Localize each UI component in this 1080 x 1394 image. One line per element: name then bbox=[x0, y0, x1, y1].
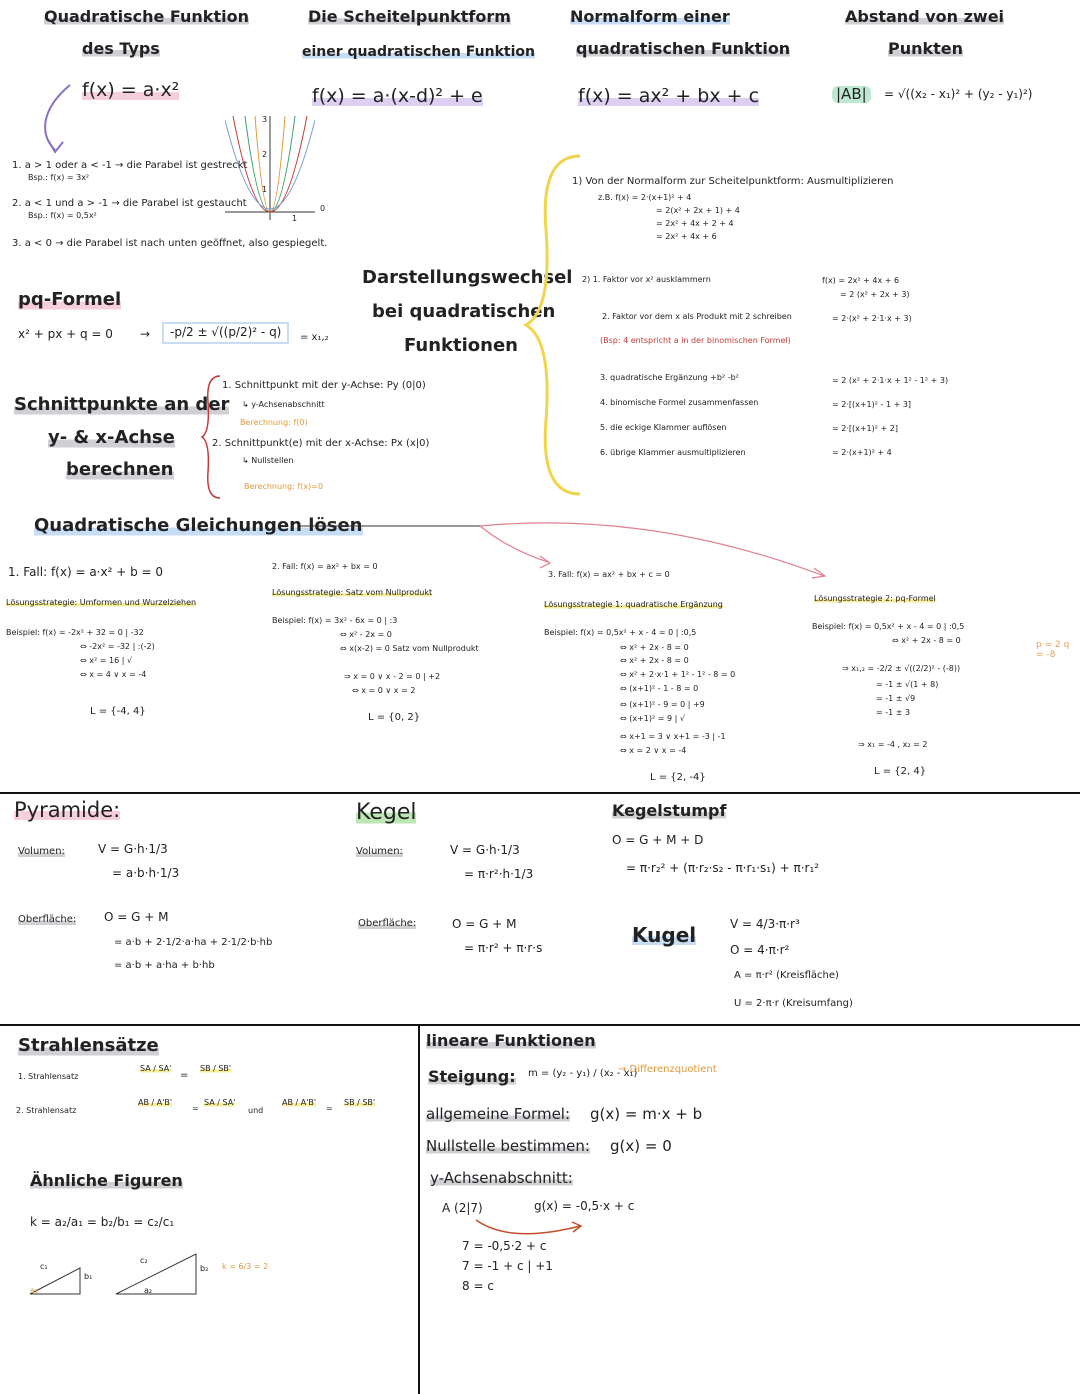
case-4-line-2: ⇔ x² + 2x - 8 = 0 bbox=[892, 636, 961, 645]
case-3-heading: 3. Fall: f(x) = ax² + bx + c = 0 bbox=[548, 570, 670, 579]
theorem-2-equals-1: = bbox=[192, 1104, 199, 1113]
case-1-strategy: Lösungsstrategie: Umformen und Wurzelziehen bbox=[6, 598, 197, 607]
pq-formula: -p/2 ± √((p/2)² - q) bbox=[162, 322, 289, 344]
pyramid-surface-3: = a·b + a·ha + b·hb bbox=[114, 960, 215, 971]
pq-equation: x² + px + q = 0 bbox=[18, 327, 113, 341]
divider-1 bbox=[0, 792, 1080, 794]
case-2-heading: 2. Fall: f(x) = ax² + bx = 0 bbox=[272, 562, 378, 571]
representation-title-2: bei quadratischen bbox=[372, 301, 556, 322]
case-3-line-5: ⇔ (x+1)² - 1 - 8 = 0 bbox=[620, 684, 699, 693]
cone-volume-label: Volumen: bbox=[356, 846, 403, 857]
triangle-2-a: a₂ bbox=[144, 1286, 153, 1295]
divider-2 bbox=[0, 1024, 1080, 1026]
linear-functions-title: lineare Funktionen bbox=[426, 1031, 596, 1050]
conv-a-line-3: = 2x² + 4x + 2 + 4 bbox=[656, 219, 734, 228]
case-4-line-5: = -1 ± √9 bbox=[876, 694, 916, 703]
general-formula-label: allgemeine Formel: bbox=[426, 1105, 571, 1123]
zero-label: Nullstelle bestimmen: bbox=[426, 1137, 590, 1155]
theorem-2-fraction-4: SB / SB' bbox=[344, 1098, 376, 1107]
pyramid-title: Pyramide: bbox=[14, 798, 121, 822]
conv-result-7: = 2·(x+1)² + 4 bbox=[832, 448, 892, 457]
conv-result-6: = 2·[(x+1)² + 2] bbox=[832, 424, 898, 433]
conv-b-head: 2) 1. Faktor vor x² ausklammern bbox=[582, 275, 711, 284]
case-3-example: Beispiel: f(x) = 0,5x² + x - 4 = 0 | :0,5 bbox=[544, 628, 697, 637]
similar-figures-formula: k = a₂/a₁ = b₂/b₁ = c₂/c₁ bbox=[30, 1215, 175, 1229]
conv-b-step-6: 6. übrige Klammer ausmultiplizieren bbox=[600, 448, 746, 457]
cone-surface-1: O = G + M bbox=[452, 917, 517, 931]
quad-basic-formula: f(x) = a·x² bbox=[82, 79, 180, 101]
case-3-line-8: ⇔ x+1 = 3 ∨ x+1 = -3 | -1 bbox=[620, 732, 726, 741]
distance-title: Abstand von zwei bbox=[845, 7, 1005, 26]
intercept-y-text: 1. Schnittpunkt mit der y-Achse: Py (0|0) bbox=[222, 380, 426, 391]
pq-title: pq-Formel bbox=[18, 289, 122, 310]
representation-title-3: Funktionen bbox=[404, 335, 518, 356]
vertex-form-subtitle: einer quadratischen Funktion bbox=[302, 44, 535, 60]
pyramid-volume-2: = a·b·h·1/3 bbox=[112, 866, 180, 880]
theorem-2-fraction-2: SA / SA' bbox=[204, 1098, 236, 1107]
triangle-1-c: c₁ bbox=[40, 1262, 48, 1271]
conv-a-head: 1) Von der Normalform zur Scheitelpunktform: Ausmultiplizieren bbox=[572, 176, 894, 187]
case-3-line-7: ⇔ (x+1)² = 9 | √ bbox=[620, 714, 685, 723]
case-3-solution: L = {2, -4} bbox=[650, 772, 706, 783]
conv-b-step-4: 4. binomische Formel zusammenfassen bbox=[600, 398, 759, 407]
case-2-line-2: ⇔ x² - 2x = 0 bbox=[340, 630, 392, 639]
case-4-solution: L = {2, 4} bbox=[874, 766, 927, 777]
conv-result-3: = 2·(x² + 2·1·x + 3) bbox=[832, 314, 912, 323]
quad-function-title: Quadratische Funktion bbox=[44, 7, 249, 26]
zero-formula: g(x) = 0 bbox=[610, 1137, 672, 1155]
conv-result-2: = 2 (x² + 2x + 3) bbox=[840, 290, 910, 299]
graph-x-tick-1: 1 bbox=[292, 214, 298, 223]
theorem-1-fraction-2: SB / SB' bbox=[200, 1064, 232, 1073]
normal-form-title: Normalform einer bbox=[570, 7, 730, 26]
case-4-line-7: ⇒ x₁ = -4 , x₂ = 2 bbox=[858, 740, 928, 749]
triangle-2-b: b₂ bbox=[200, 1264, 209, 1273]
theorem-2-equals-2: = bbox=[326, 1104, 333, 1113]
c-step-3: 8 = c bbox=[462, 1279, 494, 1293]
case-1-line-3: ⇔ x² = 16 | √ bbox=[80, 656, 133, 665]
c-step-1: 7 = -0,5·2 + c bbox=[462, 1239, 547, 1253]
case-1-line-2: ⇔ -2x² = -32 | :(-2) bbox=[80, 642, 155, 651]
intercepts-title-1: Schnittpunkte an der bbox=[14, 394, 230, 415]
yellow-brace bbox=[520, 150, 590, 500]
cone-surface-label: Oberfläche: bbox=[358, 918, 417, 929]
conv-result-4: = 2 (x² + 2·1·x + 1² - 1² + 3) bbox=[832, 376, 949, 385]
similar-figures-title: Ähnliche Figuren bbox=[30, 1171, 183, 1190]
case-1-example: Beispiel: f(x) = -2x² + 32 = 0 | -32 bbox=[6, 628, 144, 637]
case-2-line-3: ⇔ x(x-2) = 0 Satz vom Nullprodukt bbox=[340, 644, 479, 653]
case-2-example: Bsp.: f(x) = 0,5x² bbox=[28, 211, 97, 220]
sphere-title: Kugel bbox=[632, 923, 697, 947]
scale-factor-note: k = 6/3 = 2 bbox=[222, 1262, 269, 1271]
triangle-1-a: a₁ bbox=[30, 1286, 39, 1295]
intercept-x-calc: Berechnung: f(x)=0 bbox=[244, 482, 324, 491]
intercept-y-calc: Berechnung: f(0) bbox=[240, 418, 308, 427]
frustum-line-1: O = G + M + D bbox=[612, 833, 704, 847]
case-1-line-4: ⇔ x = 4 ∨ x = -4 bbox=[80, 670, 147, 679]
sphere-volume: V = 4/3·π·r³ bbox=[730, 917, 800, 931]
case-4-line-3: ⇒ x₁,₂ = -2/2 ± √((2/2)² - (-8)) bbox=[842, 664, 961, 673]
sphere-surface: O = 4·π·r² bbox=[730, 943, 790, 957]
theorem-1-equals: = bbox=[180, 1070, 189, 1081]
triangle-1-b: b₁ bbox=[84, 1272, 93, 1281]
cone-volume-2: = π·r²·h·1/3 bbox=[464, 867, 534, 881]
sphere-circle-area: A = π·r² (Kreisfläche) bbox=[734, 970, 839, 981]
case-3-text: 3. a < 0 → die Parabel ist nach unten geöffnet, also gespiegelt. bbox=[12, 238, 328, 249]
intercept-theorems-title: Strahlensätze bbox=[18, 1035, 159, 1056]
case-2-line-4: ⇒ x = 0 ∨ x - 2 = 0 | +2 bbox=[344, 672, 441, 681]
cone-surface-2: = π·r² + π·r·s bbox=[464, 941, 543, 955]
pyramid-surface-label: Oberfläche: bbox=[18, 914, 77, 925]
graph-y-tick-3: 3 bbox=[262, 115, 268, 124]
distance-formula: = √((x₂ - x₁)² + (y₂ - y₁)²) bbox=[884, 87, 1033, 101]
graph-x-label: 0 bbox=[320, 204, 326, 213]
graph-y-tick-2: 2 bbox=[262, 150, 268, 159]
intercept-y-note: ↳ y-Achsenabschnitt bbox=[242, 400, 325, 409]
frustum-title: Kegelstumpf bbox=[612, 801, 727, 820]
case-1-text: 1. a > 1 oder a < -1 → die Parabel ist gestreckt bbox=[12, 160, 248, 171]
left-brace bbox=[200, 372, 224, 502]
case-4-line-6: = -1 ± 3 bbox=[876, 708, 911, 717]
normal-form-subtitle: quadratischen Funktion bbox=[576, 39, 791, 58]
sphere-circumference: U = 2·π·r (Kreisumfang) bbox=[734, 998, 853, 1009]
case-4-strategy: Lösungsstrategie 2: pq-Formel bbox=[814, 594, 936, 603]
quad-equations-title: Quadratische Gleichungen lösen bbox=[34, 515, 363, 536]
case-2-line-5: ⇔ x = 0 ∨ x = 2 bbox=[352, 686, 416, 695]
case-2-solution: L = {0, 2} bbox=[368, 712, 421, 723]
vertex-form-formula: f(x) = a·(x-d)² + e bbox=[312, 85, 483, 107]
graph-y-tick-1: 1 bbox=[262, 185, 268, 194]
case-3-line-3: ⇔ x² + 2x - 8 = 0 bbox=[620, 656, 689, 665]
cone-volume-1: V = G·h·1/3 bbox=[450, 843, 520, 857]
conv-a-line-1: z.B. f(x) = 2·(x+1)² + 4 bbox=[598, 193, 692, 202]
slope-note: → Differenzquotient bbox=[618, 1064, 717, 1075]
case-3-strategy: Lösungsstrategie 1: quadratische Ergänzung bbox=[544, 600, 723, 609]
conv-a-line-2: = 2(x² + 2x + 1) + 4 bbox=[656, 206, 740, 215]
intercept-x-text: 2. Schnittpunkt(e) mit der x-Achse: Px (x|0) bbox=[212, 438, 430, 449]
conv-b-step-2-note: (Bsp: 4 entspricht a in der binomischen Formel) bbox=[600, 336, 791, 345]
theorem-2-and: und bbox=[248, 1106, 264, 1115]
case-2-example: Beispiel: f(x) = 3x² - 6x = 0 | :3 bbox=[272, 616, 398, 625]
intercept-x-note: ↳ Nullstellen bbox=[242, 456, 294, 465]
slope-label: Steigung: bbox=[428, 1067, 516, 1086]
quad-function-subtitle: des Typs bbox=[82, 39, 160, 58]
theorem-2-fraction-3: AB / A'B' bbox=[282, 1098, 317, 1107]
frustum-line-2: = π·r₂² + (π·r₂·s₂ - π·r₁·s₁) + π·r₁² bbox=[626, 861, 820, 875]
case-2-strategy: Lösungsstrategie: Satz vom Nullprodukt bbox=[272, 588, 433, 597]
conv-result-5: = 2·[(x+1)² - 1 + 3] bbox=[832, 400, 912, 409]
curved-arrow-icon bbox=[30, 80, 90, 160]
conv-a-line-4: = 2x² + 4x + 6 bbox=[656, 232, 717, 241]
pyramid-volume-label: Volumen: bbox=[18, 846, 65, 857]
slope-formula: m = (y₂ - y₁) / (x₂ - x₁) bbox=[528, 1068, 638, 1079]
intercepts-title-2: y- & x-Achse bbox=[48, 427, 175, 448]
vertical-divider bbox=[418, 1025, 420, 1394]
pyramid-volume-1: V = G·h·1/3 bbox=[98, 842, 168, 856]
distance-lhs: |AB| bbox=[832, 86, 871, 103]
case-4-line-4: = -1 ± √(1 + 8) bbox=[876, 680, 939, 689]
theorem-1-fraction-1: SA / SA' bbox=[140, 1064, 172, 1073]
case-3-line-2: ⇔ x² + 2x - 8 = 0 bbox=[620, 643, 689, 652]
conv-b-step-2: 2. Faktor vor dem x als Produkt mit 2 schreiben bbox=[602, 312, 792, 321]
c-step-2: 7 = -1 + c | +1 bbox=[462, 1259, 553, 1273]
pyramid-surface-1: O = G + M bbox=[104, 910, 169, 924]
pq-arrow-icon: → bbox=[140, 327, 151, 341]
theorem-1-label: 1. Strahlensatz bbox=[18, 1072, 79, 1081]
cone-title: Kegel bbox=[356, 800, 417, 825]
case-1-solution: L = {-4, 4} bbox=[90, 706, 146, 717]
pq-x12: = x₁,₂ bbox=[300, 332, 329, 343]
linear-g-formula: g(x) = -0,5·x + c bbox=[534, 1199, 635, 1213]
triangle-2-c: c₂ bbox=[140, 1256, 148, 1265]
case-2-text: 2. a < 1 und a > -1 → die Parabel ist gestaucht bbox=[12, 198, 247, 209]
conv-b-step-3: 3. quadratische Ergänzung +b² -b² bbox=[600, 373, 739, 382]
conv-b-step-5: 5. die eckige Klammer auflösen bbox=[600, 423, 727, 432]
case-3-line-6: ⇔ (x+1)² - 9 = 0 | +9 bbox=[620, 700, 705, 709]
theorem-2-label: 2. Strahlensatz bbox=[16, 1106, 77, 1115]
normal-form-formula: f(x) = ax² + bx + c bbox=[578, 85, 760, 107]
theorem-2-fraction-1: AB / A'B' bbox=[138, 1098, 173, 1107]
case-3-line-9: ⇔ x = 2 ∨ x = -4 bbox=[620, 746, 687, 755]
general-formula: g(x) = m·x + b bbox=[590, 1105, 703, 1123]
point-a: A (2|7) bbox=[442, 1201, 483, 1215]
pyramid-surface-2: = a·b + 2·1/2·a·ha + 2·1/2·b·hb bbox=[114, 937, 273, 948]
representation-title-1: Darstellungswechsel bbox=[362, 267, 573, 288]
vertex-form-title: Die Scheitelpunktform bbox=[308, 7, 511, 26]
case-4-example: Beispiel: f(x) = 0,5x² + x - 4 = 0 | :0,5 bbox=[812, 622, 965, 631]
conv-result-1: f(x) = 2x² + 4x + 6 bbox=[822, 276, 900, 285]
y-intercept-label: y-Achsenabschnitt: bbox=[430, 1169, 573, 1187]
distance-subtitle: Punkten bbox=[888, 39, 964, 58]
intercepts-title-3: berechnen bbox=[66, 459, 174, 480]
case-1-heading: 1. Fall: f(x) = a·x² + b = 0 bbox=[8, 565, 164, 579]
case-3-line-4: ⇔ x² + 2·x·1 + 1² - 1² - 8 = 0 bbox=[620, 670, 736, 679]
case-4-pq-values: p = 2 q = -8 bbox=[1036, 640, 1070, 661]
case-1-example: Bsp.: f(x) = 3x² bbox=[28, 173, 90, 182]
